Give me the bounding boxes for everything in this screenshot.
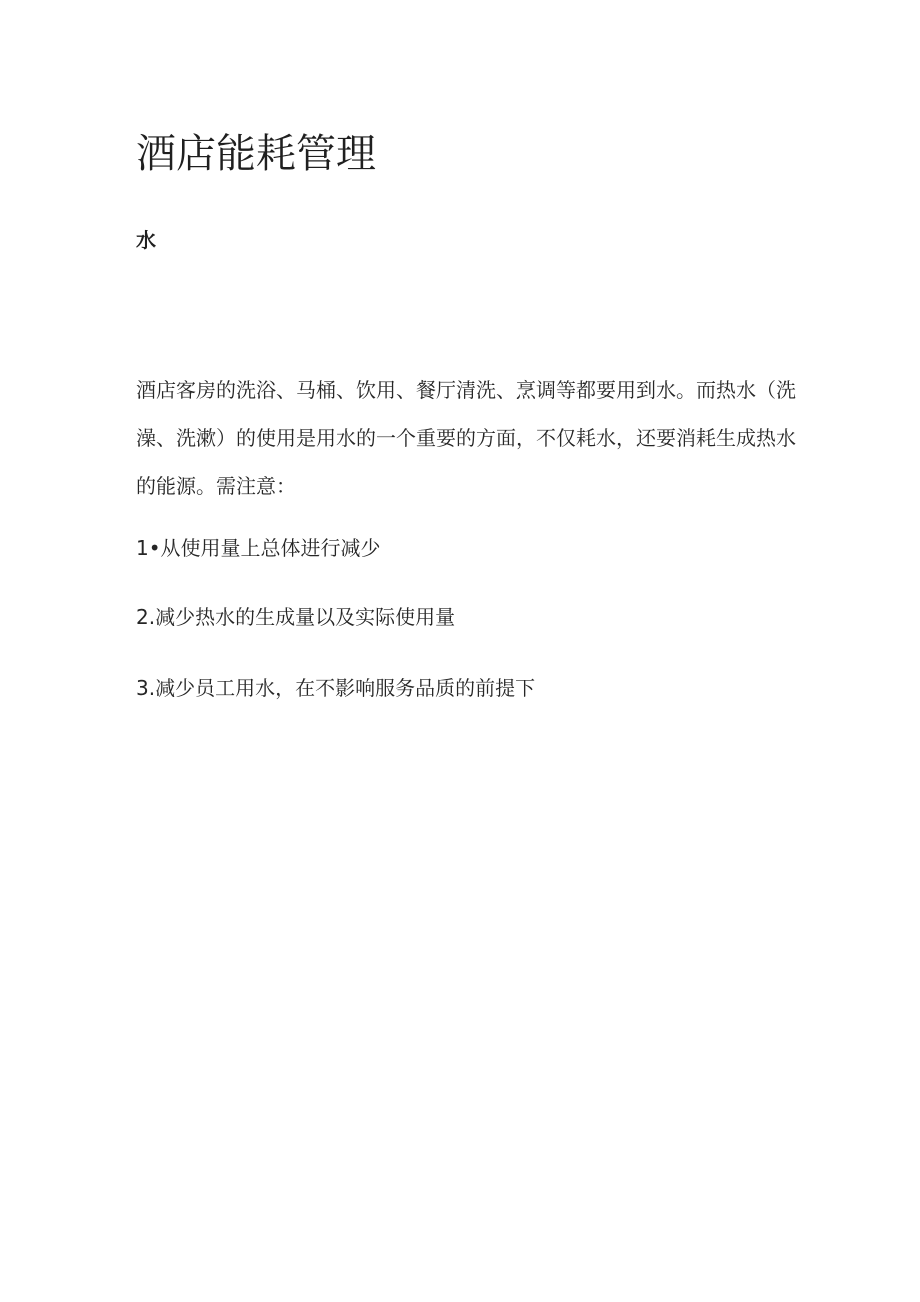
page-title: 酒店能耗管理 [136,131,376,177]
list-item: 2.减少热水的生成量以及实际使用量 [136,605,456,629]
section-heading-water: 水 [136,228,156,252]
list-item: 1•从使用量上总体进行减少 [136,536,381,560]
list-item: 3.减少员工用水，在不影响服务品质的前提下 [136,676,536,700]
body-paragraph: 酒店客房的洗浴、马桶、饮用、餐厅清洗、烹调等都要用到水。而热水（洗澡、洗漱）的使用是用水的一个重要的方面，不仅耗水，还要消耗生成热水的能源。需注意： [136,378,796,498]
